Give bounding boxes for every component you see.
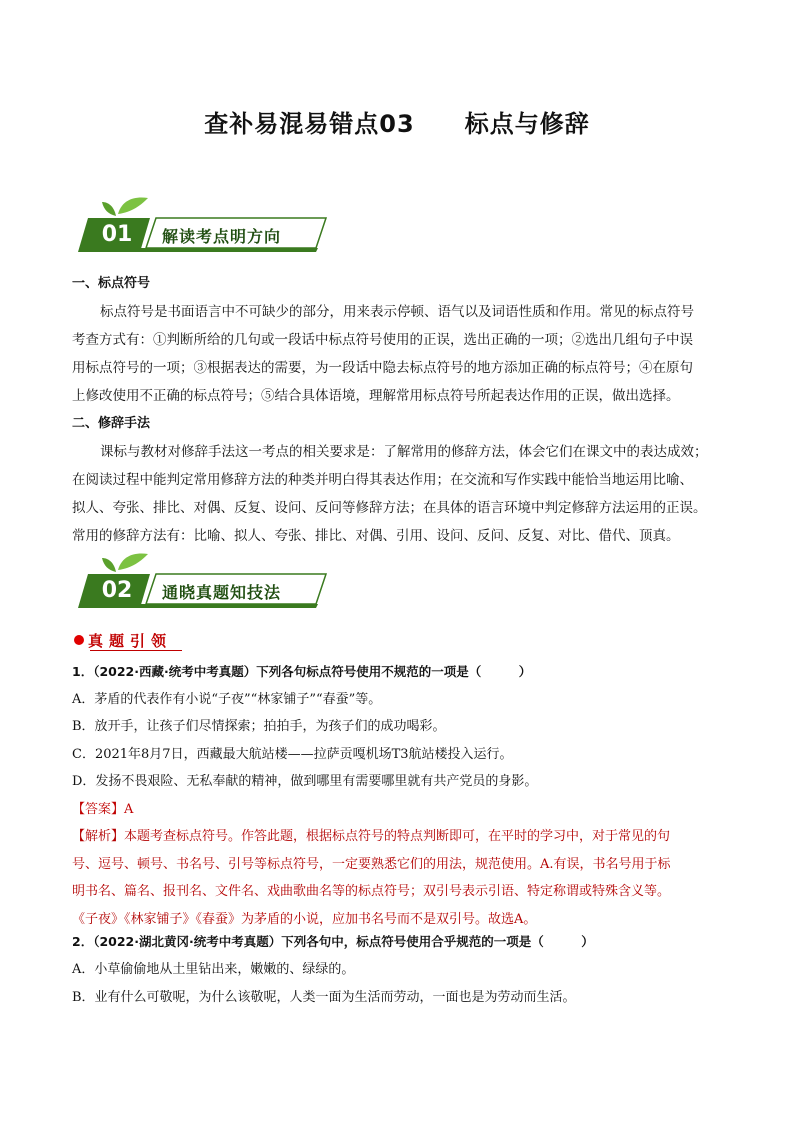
question-stem: 1．（2022·西藏·统考中考真题）下列各句标点符号使用不规范的一项是（ ） [72,664,532,679]
question-stem: 2．（2022·湖北黄冈·统考中考真题）下列各句中，标点符号使用合乎规范的一项是（ ） [72,934,594,949]
zhenti-heading [74,630,172,651]
option-a: A．茅盾的代表作有小说“子夜”“林家铺子”“春蚕”等。 [72,691,382,707]
heading-punctuation: 一、标点符号 [72,276,151,291]
section1-body [72,270,722,550]
paragraph-punctuation [72,298,722,410]
text-line: 常用的修辞方法有：比喻、拟人、夸张、排比、对偶、引用、设问、反问、反复、对比、借代、顶真。 [72,528,680,544]
analysis-line: 明书名、篇名、报刊名、文件名、戏曲歌曲名等的标点符号；双引号表示引语、特定称谓或特殊含义等。 [72,884,671,899]
option-d: D．发扬不畏艰险、无私奉献的精神，做到哪里有需要哪里就有共产党员的身影。 [72,774,538,789]
text-line: 在阅读过程中能判定常用修辞方法的种类并明白得其表达作用；在交流和写作实践中能恰当地运用比喻、 [72,472,693,488]
heading-rhetoric: 二、修辞手法 [72,416,151,431]
section-number: 01 [101,222,133,247]
red-dot-icon [74,635,84,645]
leaf-icon [102,558,116,572]
leaf-icon [102,202,116,216]
option-b: B．放开手，让孩子们尽情探索；拍拍手，为孩子们的成功喝彩。 [72,719,446,734]
section-label: 通晓真题知技法 [162,583,282,602]
text-line: 上修改使用不正确的标点符号；⑤结合具体语境，理解常用标点符号所起表达作用的正误，做出选择。 [72,388,680,404]
option-a: A．小草偷偷地从土里钻出来，嫩嫩的、绿绿的。 [72,962,355,977]
section-number: 02 [101,578,133,603]
text-line: 考查方式有：①判断所给的几句或一段话中标点符号使用的正误，选出正确的一项；②选出几组句子中误 [72,332,693,348]
zhenti-underline [90,650,182,651]
text-line: 标点符号是书面语言中不可缺少的部分，用来表示停顿、语气以及词语性质和作用。常见的标点符号 [100,304,694,320]
text-line: 课标与教材对修辞手法这一考点的相关要求是：了解常用的修辞方法，体会它们在课文中的表达成效； [100,444,708,460]
analysis-line: 【解析】本题考查标点符号。作答此题，根据标点符号的特点判断即可，在平时的学习中，对于常见的句 [72,829,671,844]
text-line: 用标点符号的一项；③根据表达的需要，为一段话中隐去标点符号的地方添加正确的标点符号；④在原句 [72,360,693,376]
section-banner-01 [78,196,328,254]
answer-label: 【答案】A [72,801,134,817]
option-c: C．2021年8月7日，西藏最大航站楼——拉萨贡嘎机场T3航站楼投入运行。 [72,746,513,762]
zhenti-label: 真题引领 [88,632,173,650]
text-line: 拟人、夸张、排比、对偶、反复、设问、反问等修辞方法；在具体的语言环境中判定修辞方法运用的正误。 [72,500,707,516]
leaf-icon [118,554,148,570]
analysis-line: 《子夜》《林家铺子》《春蚕》为茅盾的小说，应加书名号而不是双引号。故选A。 [72,911,537,927]
underline-bar [86,248,318,252]
underline-bar [86,604,318,608]
analysis-line: 号、逗号、顿号、书名号、引号等标点符号，一定要熟悉它们的用法，规范使用。A.有误，书名号用于标 [72,856,671,872]
question-1 [72,658,722,933]
section-label: 解读考点明方向 [162,227,282,246]
question-2 [72,928,722,1012]
paragraph-rhetoric [72,438,722,550]
section-banner-02 [78,552,328,610]
page-title: 查补易混易错点03 标点与修辞 [204,110,590,138]
option-b: B．业有什么可敬呢，为什么该敬呢，人类一面为生活而劳动，一面也是为劳动而生活。 [72,990,576,1005]
leaf-icon [118,198,148,214]
